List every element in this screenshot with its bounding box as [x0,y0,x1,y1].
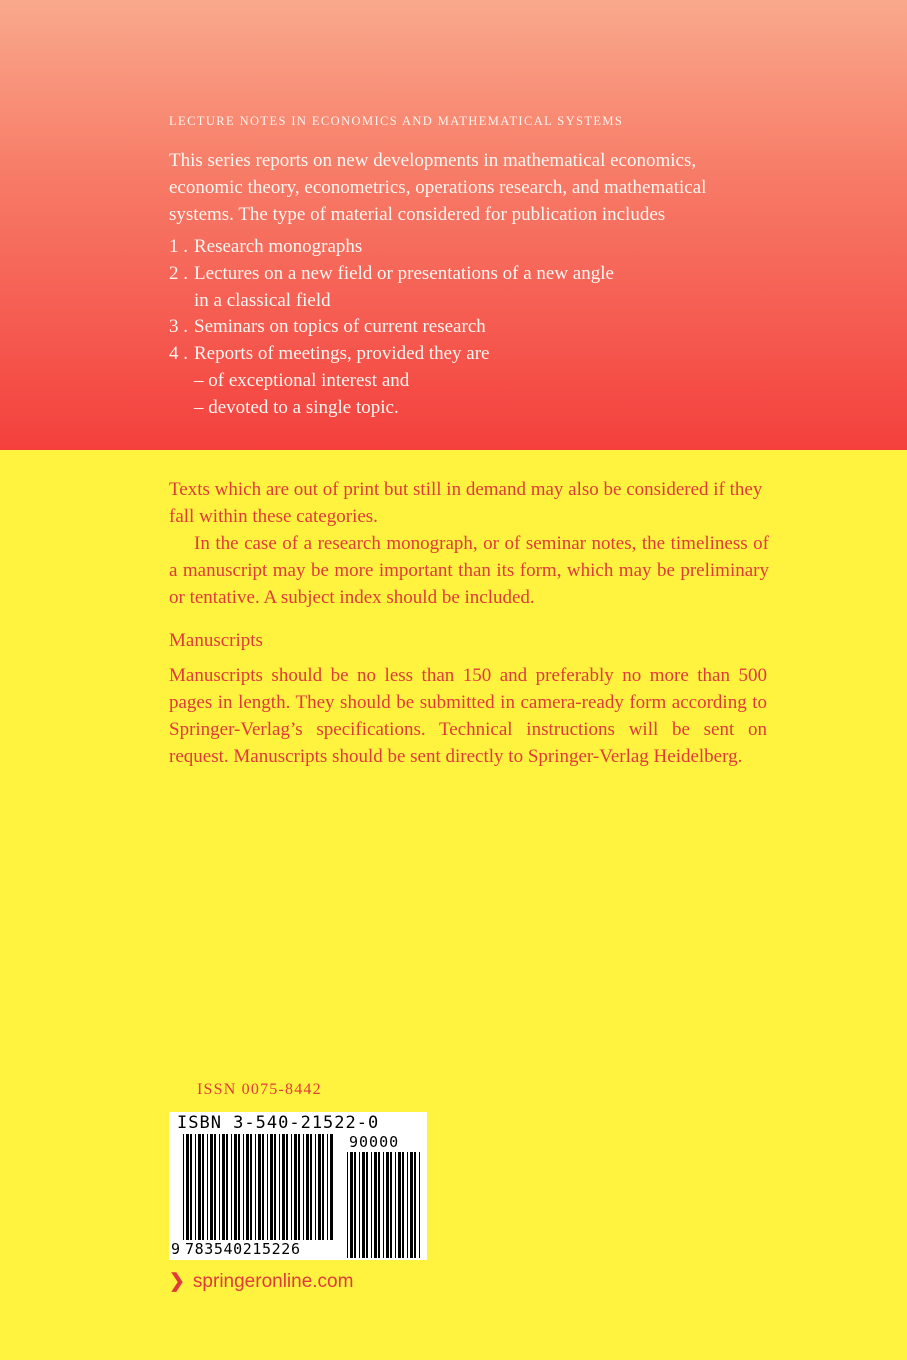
list-item-text: Seminars on topics of current research [194,316,486,338]
barcode-bar [214,1134,216,1240]
barcode-bar [350,1152,353,1258]
barcode-bar [226,1134,228,1240]
list-item [169,314,789,341]
barcode-bar [270,1134,273,1240]
barcode-bar [198,1134,201,1240]
manuscripts-heading: Manuscripts [169,630,263,651]
list-item-number: 4 . [169,343,188,365]
barcode-bar [362,1152,365,1258]
barcode-bar [322,1134,324,1240]
barcode-bar [390,1152,392,1258]
list-subitem-text: – devoted to a single topic. [194,396,399,418]
barcode-bar [291,1134,292,1240]
list-item-text: in a classical field [194,289,331,311]
website-link[interactable] [169,1270,353,1293]
barcode-bar [359,1152,360,1258]
barcode-bar [318,1134,321,1240]
barcode-bar [195,1134,196,1240]
barcode-bar [386,1152,389,1258]
barcode-bar [310,1134,312,1240]
barcode-bar [183,1134,184,1240]
barcode-bar [315,1134,316,1240]
barcode-bar [383,1152,384,1258]
barcode-bar [238,1134,240,1240]
barcode-bar [190,1134,192,1240]
isbn-label: ISBN 3-540-21522-0 [177,1113,380,1133]
list-item [169,234,789,261]
barcode-bar [202,1134,204,1240]
barcode-bar [186,1134,189,1240]
paragraph-manuscripts: Manuscripts should be no less than 150 and preferably no more than 500 pages in length. They should be submitted in camera-ready form according to Springer-Verlag’s specifications. Technical instructions will be sent on request. Manuscripts should be sent directly to Springer-Verlag Heidelberg. [169,665,767,767]
barcode-bar [347,1152,348,1258]
paragraph-out-of-print: Texts which are out of print but still in demand may also be considered if they fall within these categories. [169,479,763,527]
issn-number: ISSN 0075-8442 [197,1081,322,1098]
barcode-bar [255,1134,256,1240]
barcode-bar [258,1134,261,1240]
material-list [169,234,789,422]
list-item-number: 2 . [169,262,188,284]
list-subitem-text: – of exceptional interest and [194,369,410,391]
barcode-bar [279,1134,280,1240]
barcode-bar [366,1152,368,1258]
barcode-bar [250,1134,252,1240]
list-item-text: Research monographs [194,236,363,257]
barcode-bar [414,1152,416,1258]
paragraph-research-monograph: In the case of a research monograph, or of seminar notes, the timeliness of a manuscript may be more important than its form, which may be preliminary or tentative. A subject index should be included. [169,533,769,608]
barcode-bar [398,1152,401,1258]
list-item-number: 1 . [169,236,188,257]
barcode-bar [378,1152,380,1258]
barcode-bar [327,1134,328,1240]
barcode-bar [410,1152,413,1258]
barcode-bar [222,1134,225,1240]
list-item-text: Lectures on a new field or presentations of a new angle [194,262,614,284]
intro-line: economic theory, econometrics, operations research, and mathematical [169,177,707,198]
barcode-bar [282,1134,285,1240]
barcode-bar [419,1152,420,1258]
barcode-bar [243,1134,244,1240]
barcode-bar [298,1134,300,1240]
barcode-bar [294,1134,297,1240]
barcode-bar [210,1134,213,1240]
series-intro [169,147,789,228]
barcode-bar [267,1134,268,1240]
barcode-bar [395,1152,396,1258]
barcode-bar [286,1134,288,1240]
barcode-bar [303,1134,304,1240]
intro-line: systems. The type of material considered for publication includes [169,204,666,225]
barcode-bar [371,1152,372,1258]
list-item-text: Reports of meetings, provided they are [194,343,490,365]
barcode-bar [246,1134,249,1240]
barcode-bar [330,1134,333,1240]
list-item-number: 3 . [169,316,188,338]
intro-line: This series reports on new developments in mathematical economics, [169,150,697,171]
barcode-bar [407,1152,408,1258]
barcode-bar [306,1134,309,1240]
barcode-first-digit: 9 [171,1240,181,1258]
barcode-bar [207,1134,208,1240]
barcode-bar [402,1152,404,1258]
barcode-bar [219,1134,220,1240]
website-url: springeronline.com [192,1271,354,1292]
barcode-bar [354,1152,356,1258]
list-item [169,261,789,315]
barcode-bar [274,1134,276,1240]
list-item [169,341,789,421]
barcode-bar [231,1134,232,1240]
barcode-addon-digits: 90000 [349,1133,400,1151]
series-title: LECTURE NOTES IN ECONOMICS AND MATHEMATICAL SYSTEMS [169,114,624,128]
chevron-right-icon: ❯ [169,1271,185,1292]
barcode-digits: 783540215226 [185,1240,301,1258]
barcode-bar [262,1134,264,1240]
barcode-bar [374,1152,377,1258]
barcode-bar [234,1134,237,1240]
barcode [169,1112,427,1260]
